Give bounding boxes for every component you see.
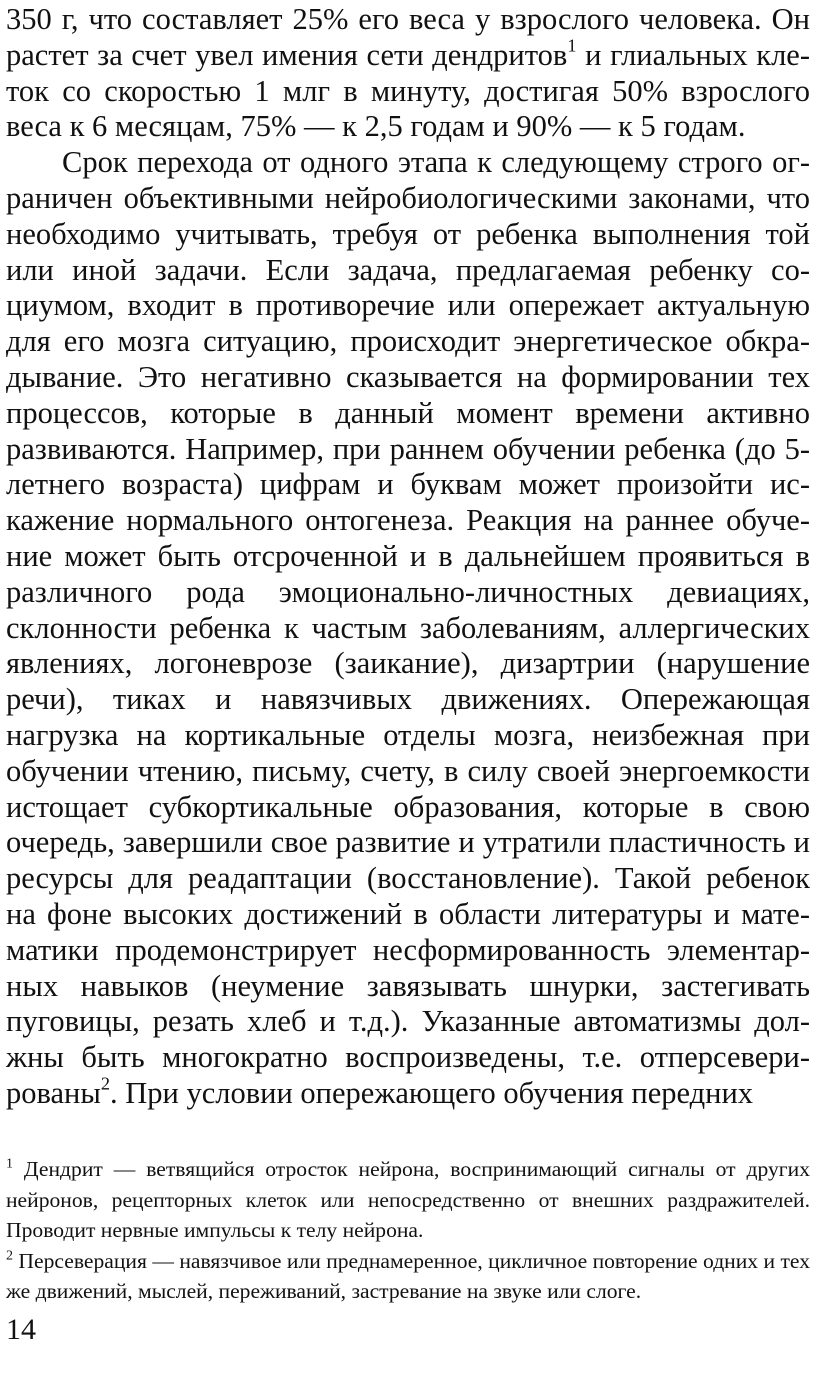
- paragraph: [6, 145, 810, 1112]
- footnote-mark: 2: [6, 1247, 14, 1264]
- paragraph-continued: [6, 2, 810, 145]
- footnote-ref-1: 1: [567, 35, 577, 56]
- footnote-text: Дендрит — ветвящийся отросток нейрона, воспринимающий сигналы от других нейронов, рецепторных клеток или непосредственно от внешних раздражителей. Проводит нервные импульсы к телу нейрона.: [6, 1157, 810, 1243]
- footnotes: [6, 1154, 810, 1307]
- footnote-mark: 1: [6, 1155, 14, 1172]
- footnote-ref-2: 2: [100, 1073, 110, 1094]
- main-text: [6, 2, 810, 1112]
- page-number: 14: [6, 1313, 36, 1346]
- paragraph-text-rest: и глиальных клеток со скоростью 1 млг в минуту, достигая 50% взрослого веса к 6 месяцам, 75% — к 2,5 годам и 90% — к 5 годам.: [6, 37, 811, 144]
- footnote: [6, 1154, 810, 1246]
- paragraph-text: Срок перехода от одного этапа к следующему строго ограничен объективными нейробиологическими законами, что необходимо учитывать, требуя от ребенка выполнения той или иной задачи. Если задача, предлагаемая ребенку социумом, входит в противоречие или опережает актуальную для его мозга ситуацию, происходит энергетическое обкрадывание. Это негативно сказывается на формировании тех процессов, которые в данный момент времени активно развиваются. Например, при раннем обучении ребенка (до 5-летнего возраста) цифрам и буквам может произойти искажение нормального онтогенеза. Реакция на раннее обучение может быть отсроченной и в дальнейшем проявиться в различного рода эмоционально-личностных девиациях, склонности ребенка к частым заболеваниям, аллергических явлениях, логоневрозе (заикание), дизартрии (нарушение речи), тиках и навязчивых движениях. Опережающая нагрузка на кортикальные отделы мозга, неизбежная при обучении чтению, письму, счету, в силу своей энергоемкости истощает субкортикальные образования, которые в свою очередь, завершили свое развитие и утратили пластичность и ресурсы для реадаптации (восстановление). Такой ребенок на фоне высоких достижений в области литературы и математики продемонстрирует несформированность элементарных навыков (неумение завязывать шнурки, застегивать пуговицы, резать хлеб и т.д.). Указанные автоматизмы должны быть многократно воспроизведены, т.е. отперсеверированы: [6, 145, 810, 1110]
- paragraph-text-rest: . При условии опережающего обучения передних: [110, 1075, 754, 1110]
- footnote: [6, 1246, 810, 1307]
- footnote-text: Персеверация — навязчивое или преднамеренное, цикличное повторение одних и тех же движений, мыслей, переживаний, застревание на звуке или слоге.: [6, 1248, 810, 1304]
- paragraph-text: 350 г, что составляет 25% его веса у взрослого человека. Он растет за счет увел имения сети дендритов: [6, 2, 810, 72]
